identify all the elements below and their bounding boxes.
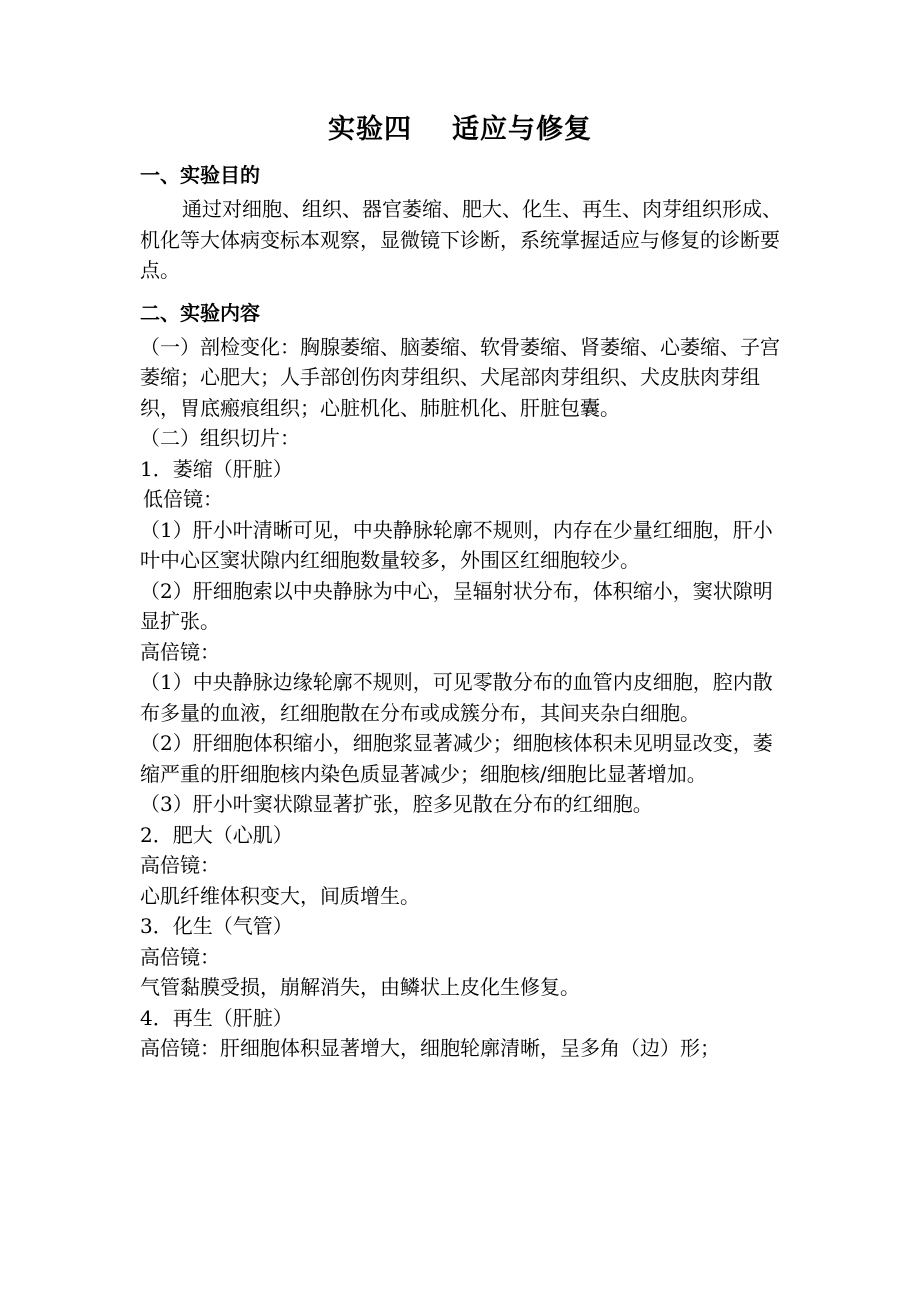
title-right: 适应与修复 — [452, 114, 592, 145]
slides-heading: （二）组织切片： — [140, 426, 300, 450]
atrophy-high-3: （3）肝小叶窦状隙显著扩张，腔多见散在分布的红细胞。 — [140, 792, 653, 816]
atrophy-low-2: （2）肝细胞索以中央静脉为中心，呈辐射状分布，体积缩小，窦状隙明显扩张。 — [140, 578, 773, 633]
metaplasia-high-label: 高倍镜： — [140, 944, 220, 969]
item-atrophy-title: 1．萎缩（肝脏） — [140, 456, 293, 481]
title-left: 实验四 — [328, 114, 412, 145]
item-regeneration-title: 4．再生（肝脏） — [140, 1005, 293, 1030]
regeneration-text: 高倍镜：肝细胞体积显著增大，细胞轮廓清晰，呈多角（边）形； — [140, 1036, 720, 1060]
atrophy-high-1: （1）中央静脉边缘轮廓不规则，可见零散分布的血管内皮细胞，腔内散布多量的血液，红细胞散在分布或成簇分布，其间夹杂白细胞。 — [140, 670, 773, 725]
section-heading-content: 二、实验内容 — [140, 300, 260, 325]
document-title — [0, 108, 920, 152]
atrophy-low-label: 低倍镜： — [143, 487, 223, 511]
atrophy-high-2: （2）肝细胞体积缩小，细胞浆显著减少；细胞核体积未见明显改变，萎缩严重的肝细胞核内染色质显著减少；细胞核/细胞比显著增加。 — [140, 731, 773, 786]
hypertrophy-high-label: 高倍镜： — [140, 853, 220, 877]
atrophy-low-1: （1）肝小叶清晰可见，中央静脉轮廓不规则，内存在少量红细胞，肝小叶中心区窦状隙内红细胞数量较多，外围区红细胞较少。 — [140, 517, 773, 572]
atrophy-high-label: 高倍镜： — [140, 639, 220, 664]
gross-changes-paragraph: （一）剖检变化：胸腺萎缩、脑萎缩、软骨萎缩、肾萎缩、心萎缩、子宫萎缩；心肥大；人手部创伤肉芽组织、犬尾部肉芽组织、犬皮肤肉芽组织，胃底瘢痕组织；心脏机化、肺脏机化、肝脏包囊。 — [140, 334, 780, 420]
item-hypertrophy-title: 2．肥大（心肌） — [140, 822, 293, 847]
hypertrophy-text: 心肌纤维体积变大，间质增生。 — [140, 883, 420, 908]
purpose-paragraph: 通过对细胞、组织、器官萎缩、肥大、化生、再生、肉芽组织形成、机化等大体病变标本观察，显微镜下诊断，系统掌握适应与修复的诊断要点。 — [140, 197, 782, 282]
item-metaplasia-title: 3．化生（气管） — [140, 914, 293, 938]
metaplasia-text: 气管黏膜受损，崩解消失，由鳞状上皮化生修复。 — [140, 975, 580, 999]
section-heading-purpose: 一、实验目的 — [140, 163, 260, 187]
document-body — [140, 160, 785, 1064]
